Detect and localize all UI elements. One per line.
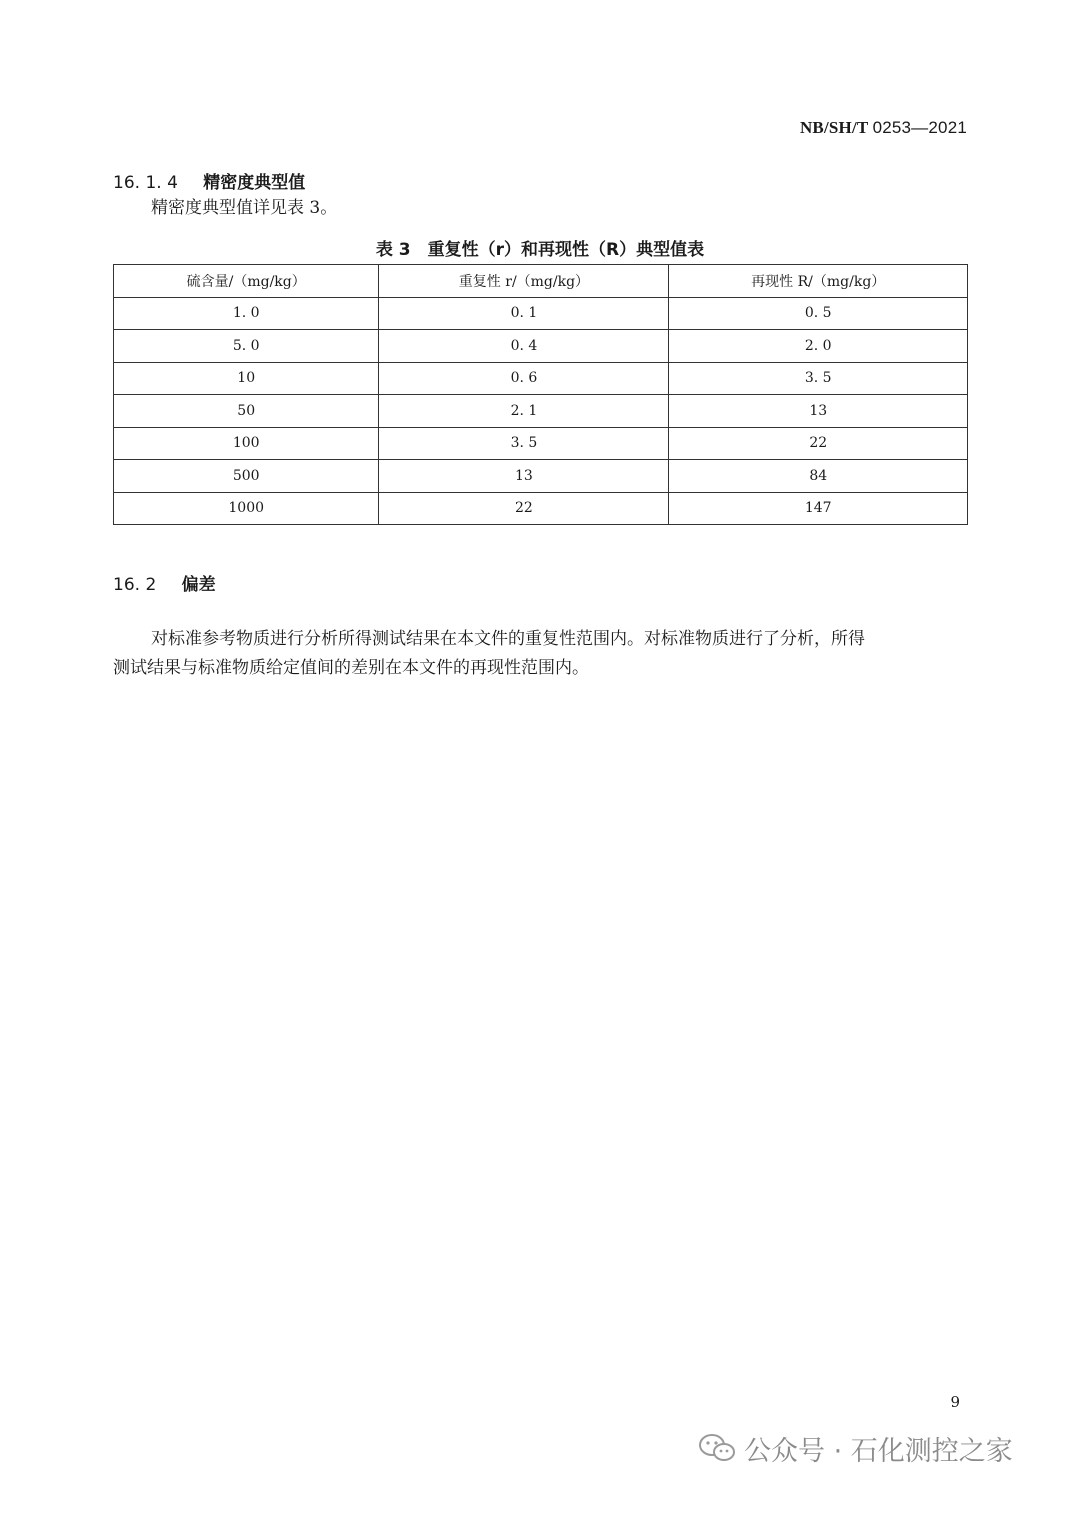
table-cell: 13 (379, 460, 669, 493)
table-row (114, 297, 968, 330)
table-cell: 100 (114, 427, 379, 460)
section-16-2-text-line1: 对标准参考物质进行分析所得测试结果在本文件的重复性范围内。对标准物质进行了分析，所得 (151, 629, 865, 649)
watermark (698, 1428, 1013, 1468)
precision-table (113, 264, 968, 525)
table-cell: 500 (114, 460, 379, 493)
section-16-2-text-line2: 测试结果与标准物质给定值间的差别在本文件的再现性范围内。 (113, 658, 589, 678)
table-cell: 2. 1 (379, 395, 669, 428)
table-cell: 22 (379, 492, 669, 525)
section-number: 16. 2 (113, 575, 157, 595)
header-reproducibility: 再现性 R/（mg/kg） (669, 265, 968, 298)
page-number: 9 (950, 1393, 960, 1411)
table-cell: 2. 0 (669, 330, 968, 363)
table-row (114, 395, 968, 428)
section-16-1-4-text: 精密度典型值详见表 3。 (151, 198, 338, 218)
section-number: 16. 1. 4 (113, 173, 178, 193)
table-cell: 147 (669, 492, 968, 525)
table-cell: 0. 5 (669, 297, 968, 330)
table-cell: 50 (114, 395, 379, 428)
standard-code (800, 118, 967, 138)
standard-code-number: 0253—2021 (872, 118, 967, 137)
table-cell: 5. 0 (114, 330, 379, 363)
table-cell: 10 (114, 362, 379, 395)
section-16-2-heading (113, 570, 216, 595)
table-cell: 0. 1 (379, 297, 669, 330)
table-cell: 84 (669, 460, 968, 493)
standard-code-prefix: NB/SH/T (799, 118, 869, 137)
header-sulfur-content: 硫含量/（mg/kg） (114, 265, 379, 298)
section-16-1-4-heading (113, 168, 305, 193)
table-cell: 1. 0 (114, 297, 379, 330)
table-row (114, 460, 968, 493)
table-caption: 表 3 重复性（r）和再现性（R）典型值表 (375, 240, 705, 260)
watermark-text: 公众号 · 石化测控之家 (744, 1435, 1013, 1467)
table-cell: 1000 (114, 492, 379, 525)
wechat-icon (698, 1433, 736, 1463)
table-cell: 3. 5 (379, 427, 669, 460)
table-header-row (114, 265, 968, 298)
section-title: 精密度典型值 (203, 173, 306, 193)
section-title: 偏差 (181, 575, 216, 595)
table-cell: 3. 5 (669, 362, 968, 395)
table-cell: 0. 4 (379, 330, 669, 363)
table-cell: 13 (669, 395, 968, 428)
table-row (114, 330, 968, 363)
table-cell: 0. 6 (379, 362, 669, 395)
table-cell: 22 (669, 427, 968, 460)
table-row (114, 362, 968, 395)
header-repeatability: 重复性 r/（mg/kg） (379, 265, 669, 298)
table-row (114, 492, 968, 525)
table-row (114, 427, 968, 460)
